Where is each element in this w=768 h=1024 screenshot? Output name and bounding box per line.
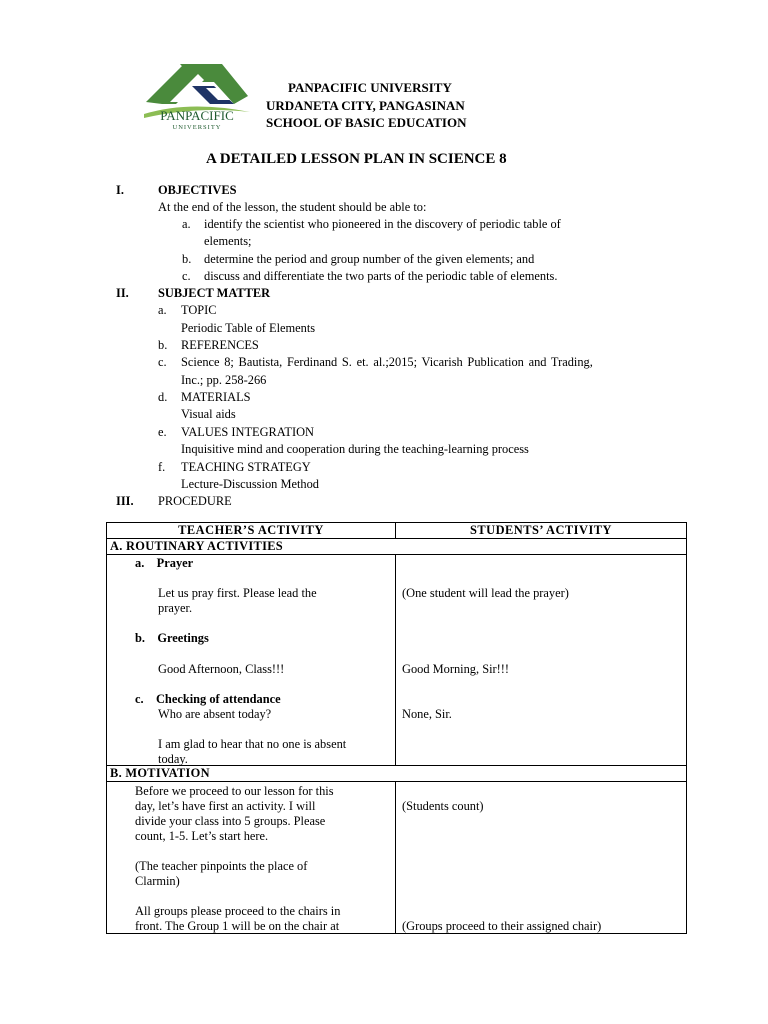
subject-item-references-label: REFERENCES <box>181 338 259 352</box>
prayer-label: a. Prayer <box>135 556 194 570</box>
document-title: A DETAILED LESSON PLAN IN SCIENCE 8 <box>206 151 507 167</box>
procedure-heading: PROCEDURE <box>158 494 232 508</box>
objective-a-text-cont: elements; <box>204 234 252 248</box>
subject-item-values-label: VALUES INTEGRATION <box>181 425 314 439</box>
procedure-table <box>106 522 687 934</box>
prayer-student-response: (One student will lead the prayer) <box>402 586 569 600</box>
subject-item-materials-detail: Visual aids <box>181 407 236 421</box>
logo-wordmark: PANPACIFIC <box>160 108 234 123</box>
motivation-line-3: divide your class into 5 groups. Please <box>135 814 326 828</box>
subject-item-strategy-label: TEACHING STRATEGY <box>181 460 311 474</box>
subject-item-c-marker: c. <box>158 355 167 369</box>
subject-item-topic-detail: Periodic Table of Elements <box>181 321 316 335</box>
motivation-line-2: day, let’s have first an activity. I will <box>135 799 316 813</box>
greetings-teacher-text: Good Afternoon, Class!!! <box>158 662 285 676</box>
teacher-activity-header: TEACHER’S ACTIVITY <box>107 523 396 539</box>
subject-item-a-marker: a. <box>158 303 167 317</box>
groups-proceed-response: (Groups proceed to their assigned chair) <box>402 919 602 933</box>
attendance-teacher-line-4: today. <box>158 752 188 766</box>
routinary-teacher-cell <box>107 555 396 766</box>
motivation-line-6: (The teacher pinpoints the place of <box>135 859 308 873</box>
routinary-activities-heading: A. ROUTINARY ACTIVITIES <box>107 539 687 555</box>
attendance-teacher-line-1: Who are absent today? <box>158 707 272 721</box>
objective-b-text: determine the period and group number of the given elements; and <box>204 252 535 266</box>
subject-item-reference-text: Science 8; Bautista, Ferdinand S. et. al.;2015; Vicarish Publication and Trading, <box>181 355 593 369</box>
motivation-line-9: All groups please proceed to the chairs in <box>135 904 341 918</box>
procedure-number: III. <box>116 494 134 508</box>
students-count-response: (Students count) <box>402 799 484 813</box>
attendance-student-response: None, Sir. <box>402 707 452 721</box>
subject-item-values-detail: Inquisitive mind and cooperation during the teaching-learning process <box>181 442 529 456</box>
objectives-number: I. <box>116 183 124 197</box>
subject-item-b-marker: b. <box>158 338 168 352</box>
subject-item-f-marker: f. <box>158 460 166 474</box>
header-line-2: URDANETA CITY, PANGASINAN <box>266 97 465 113</box>
motivation-line-7: Clarmin) <box>135 874 180 888</box>
subject-item-strategy-detail: Lecture-Discussion Method <box>181 477 319 491</box>
motivation-line-4: count, 1-5. Let’s start here. <box>135 829 269 843</box>
students-activity-header: STUDENTS’ ACTIVITY <box>396 523 687 539</box>
greetings-label: b. Greetings <box>135 631 209 645</box>
subject-item-materials-label: MATERIALS <box>181 390 251 404</box>
subject-item-d-marker: d. <box>158 390 168 404</box>
prayer-teacher-line-1: Let us pray first. Please lead the <box>158 586 317 600</box>
routinary-students-cell <box>396 555 687 766</box>
header-line-1: PANPACIFIC UNIVERSITY <box>288 80 452 95</box>
logo-subtitle: UNIVERSITY <box>172 124 222 131</box>
school-header <box>266 79 506 132</box>
attendance-label: c. Checking of attendance <box>135 692 281 706</box>
subject-item-e-marker: e. <box>158 425 167 439</box>
objective-c-text: discuss and differentiate the two parts of the periodic table of elements. <box>204 269 558 283</box>
prayer-teacher-line-2: prayer. <box>158 601 193 615</box>
motivation-line-10: front. The Group 1 will be on the chair at <box>135 919 340 933</box>
motivation-students-cell <box>396 782 687 934</box>
subject-matter-number: II. <box>116 286 129 300</box>
objectives-heading: OBJECTIVES <box>158 183 237 197</box>
attendance-teacher-line-3: I am glad to hear that no one is absent <box>158 737 347 751</box>
objective-a-marker: a. <box>182 217 191 231</box>
objectives-intro: At the end of the lesson, the student should be able to: <box>158 200 427 214</box>
subject-item-reference-pages: Inc.; pp. 258-266 <box>181 373 267 387</box>
subject-matter-heading: SUBJECT MATTER <box>158 286 271 300</box>
header-line-3: SCHOOL OF BASIC EDUCATION <box>266 115 467 130</box>
motivation-line-1: Before we proceed to our lesson for this <box>135 784 334 798</box>
motivation-teacher-cell <box>107 782 396 934</box>
objective-c-marker: c. <box>182 269 191 283</box>
motivation-heading: B. MOTIVATION <box>107 766 687 782</box>
panpacific-university-logo <box>140 56 254 132</box>
objective-b-marker: b. <box>182 252 192 266</box>
objective-a-text: identify the scientist who pioneered in the discovery of periodic table of <box>204 217 561 231</box>
subject-item-topic-label: TOPIC <box>181 303 217 317</box>
greetings-student-response: Good Morning, Sir!!! <box>402 662 510 676</box>
